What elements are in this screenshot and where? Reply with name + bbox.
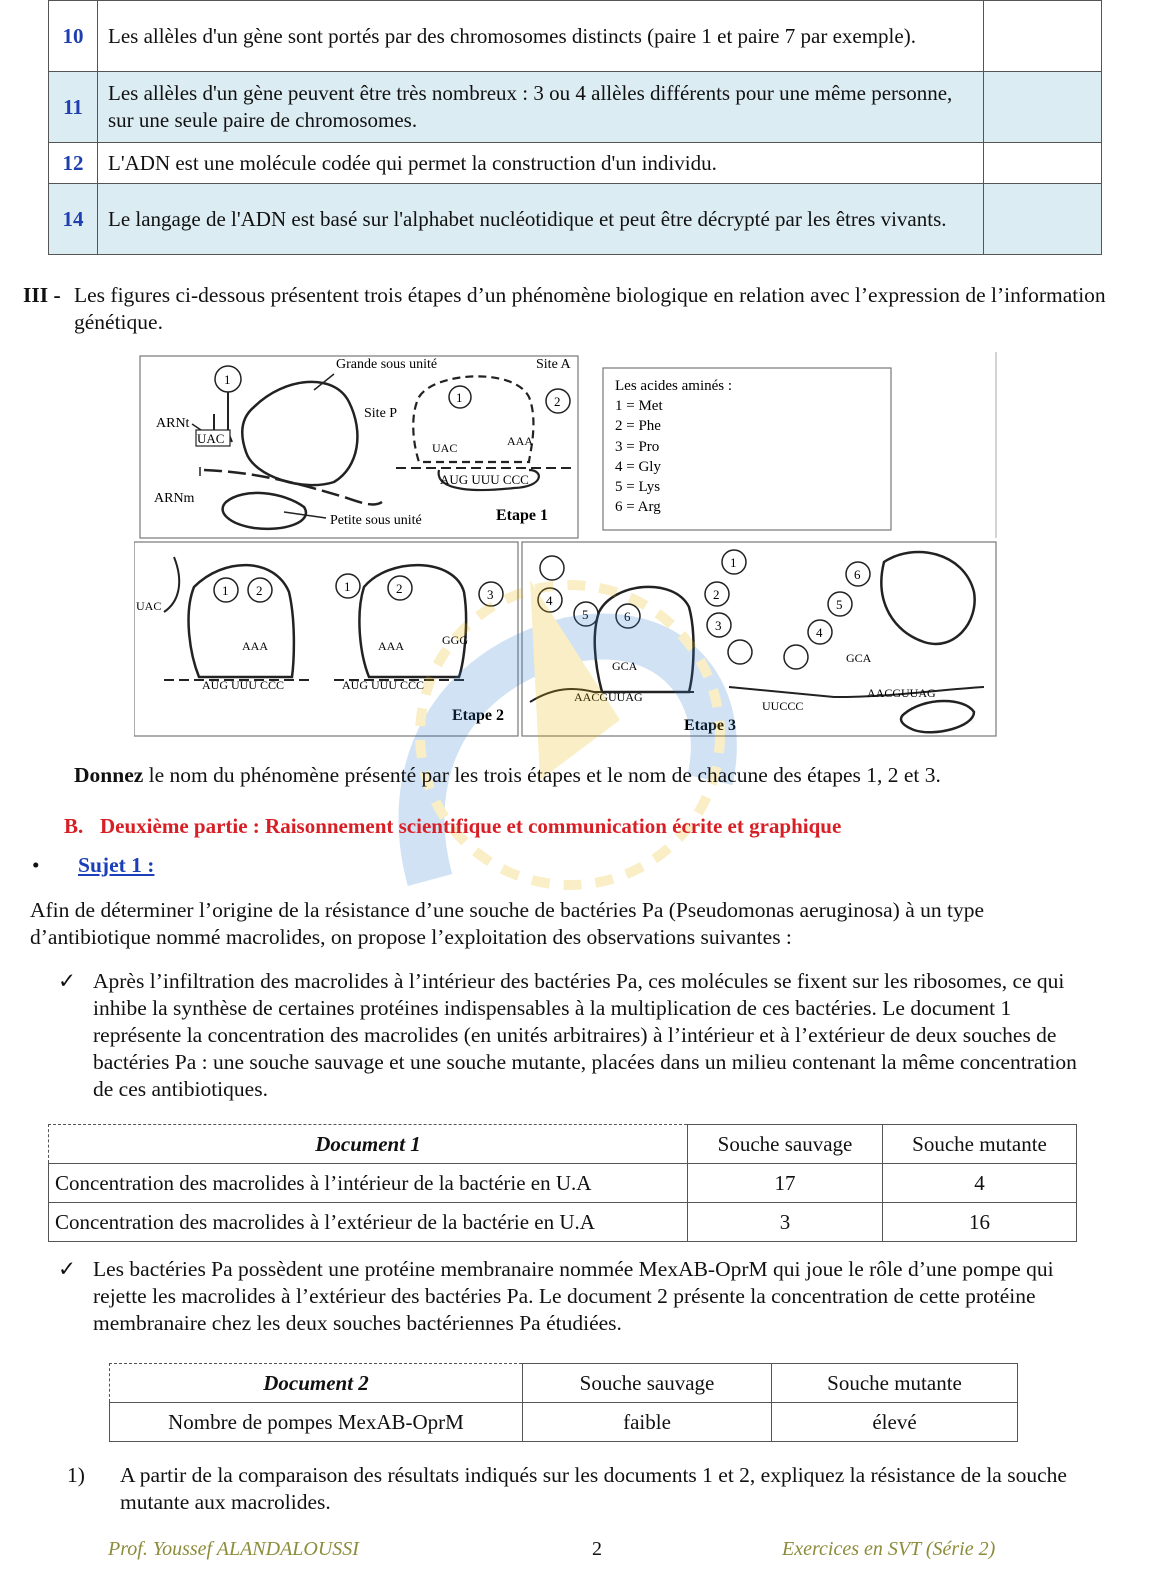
arnt-label: ARNt [156,416,190,431]
svg-text:4: 4 [816,625,823,640]
svg-text:2: 2 [256,583,263,598]
value-cell: faible [523,1403,772,1442]
svg-text:4 = Gly: 4 = Gly [615,459,661,475]
svg-text:3 = Pro: 3 = Pro [615,439,660,455]
site-a-label: Site A [536,357,571,372]
doc1-title: Document 1 [49,1125,688,1164]
codons-label: AUG UUU CCC [440,472,529,487]
document-1-table [48,1124,1077,1242]
svg-text:AACGUUAG: AACGUUAG [574,690,643,704]
svg-text:5 = Lys: 5 = Lys [615,479,661,495]
watermark-logo [290,520,850,950]
svg-text:4: 4 [546,593,553,608]
table-row [49,1203,1077,1242]
table-row [49,1,1102,72]
answer-cell[interactable] [984,143,1102,184]
row-label: Nombre de pompes MexAB-OprM [110,1403,523,1442]
site-p-label: Site P [364,406,398,421]
anticodon-label: UAC [197,431,225,446]
check-icon: ✓ [58,1257,77,1281]
question-number: 1) [67,1463,85,1487]
svg-text:AACGUUAG: AACGUUAG [867,686,936,700]
row-number: 10 [49,1,98,72]
svg-text:GCA: GCA [612,659,638,673]
question-phenomenon: Donnez le nom du phénomène présenté par les trois étapes et le nom de chacune des étapes 1, 2 et 3. [74,763,941,787]
part-b-title: Deuxième partie : Raisonnement scientifique et communication écrite et graphique [100,814,842,838]
svg-text:2 = Phe: 2 = Phe [615,418,661,434]
svg-text:1: 1 [730,555,737,570]
document-2-table [109,1363,1018,1442]
section-text: Les figures ci-dessous présentent trois étapes d’un phénomène biologique en relation avec l’expression de l’information génétique. [74,283,1106,334]
svg-text:AAA: AAA [507,434,533,448]
svg-text:UAC: UAC [136,599,162,613]
doc1-col-header: Souche sauvage [688,1125,883,1164]
etape3-label: Etape 3 [684,717,736,734]
svg-text:1: 1 [344,579,351,594]
svg-text:2: 2 [713,587,720,602]
svg-text:AUG UUU CCC: AUG UUU CCC [342,678,425,692]
value-cell: 3 [688,1203,883,1242]
value-cell: élevé [772,1403,1018,1442]
statement-text: Les allèles d'un gène sont portés par des chromosomes distincts (paire 1 et paire 7 par exemple). [98,1,984,72]
svg-text:2: 2 [396,581,403,596]
statement-text: Les allèles d'un gène peuvent être très nombreux : 3 ou 4 allèles différents pour une même personne, sur une seule paire de chromosomes. [98,72,984,143]
statements-table [48,0,1102,255]
svg-text:AAA: AAA [378,639,404,653]
observation-1: Après l’infiltration des macrolides à l’intérieur des bactéries Pa, ces molécules se fixent sur les ribosomes, ce qui inhibe la synthèse de certaines protéines indispensables à la multiplication de ces bactéries. Le document 1 représente la concentration des macrolides (en unités arbitraires) à l’intérieur et à l’extérieur de deux souches de bactéries Pa : une souche sauvage et une souche mutante, placées dans un milieu contenant la même concentration de ces antibiotiques. [93,969,1077,1101]
part-b-label: B. [64,814,84,838]
value-cell: 4 [883,1164,1077,1203]
svg-text:3: 3 [715,618,722,633]
arnm-label: ARNm [154,491,195,506]
footer-series: Exercices en SVT (Série 2) [782,1538,996,1560]
doc2-col-header: Souche sauvage [523,1364,772,1403]
doc2-title: Document 2 [110,1364,523,1403]
footer-author: Prof. Youssef ALANDALOUSSI [108,1538,359,1560]
svg-text:3: 3 [487,587,494,602]
table-row [49,184,1102,255]
svg-text:6: 6 [624,609,631,624]
row-number: 11 [49,72,98,143]
answer-cell[interactable] [984,1,1102,72]
footer-page-number: 2 [592,1538,602,1560]
svg-text:AAA: AAA [242,639,268,653]
value-cell: 17 [688,1164,883,1203]
question-text: A partir de la comparaison des résultats indiqués sur les documents 1 et 2, expliquez la résistance de la souche mutante aux macrolides. [120,1463,1067,1514]
table-row [49,143,1102,184]
svg-text:5: 5 [582,607,589,622]
statement-text: Le langage de l'ADN est basé sur l'alphabet nucléotidique et peut être décrypté par les êtres vivants. [98,184,984,255]
svg-text:1: 1 [456,390,463,405]
row-label: Concentration des macrolides à l’intérieur de la bactérie en U.A [49,1164,688,1203]
large-subunit [242,382,357,485]
svg-text:GGG: GGG [442,633,468,647]
row-label: Concentration des macrolides à l’extérieur de la bactérie en U.A [49,1203,688,1242]
statement-text: L'ADN est une molécule codée qui permet la construction d'un individu. [98,143,984,184]
answer-cell[interactable] [984,72,1102,143]
answer-cell[interactable] [984,184,1102,255]
sujet-title: Sujet 1 : [78,853,155,877]
svg-text:1 = Met: 1 = Met [615,398,663,414]
svg-text:5: 5 [836,597,843,612]
large-subunit-label: Grande sous unité [336,357,438,372]
table-row [49,1164,1077,1203]
svg-text:1: 1 [222,583,229,598]
doc2-col-header: Souche mutante [772,1364,1018,1403]
intro-text: Afin de déterminer l’origine de la résistance d’une souche de bactéries Pa (Pseudomonas aeruginosa) à un type d’antibiotique nommé macrolides, on propose l’exploitation des observations suivantes : [30,898,985,949]
value-cell: 16 [883,1203,1077,1242]
etape1-label: Etape 1 [496,507,548,524]
table-row [110,1403,1018,1442]
row-number: 12 [49,143,98,184]
section-label: III - [23,283,61,307]
svg-text:GCA: GCA [846,651,872,665]
svg-text:AUG UUU CCC: AUG UUU CCC [202,678,285,692]
svg-text:1: 1 [224,372,231,387]
small-subunit-label: Petite sous unité [330,513,422,528]
svg-text:6 = Arg: 6 = Arg [615,499,661,515]
observation-2: Les bactéries Pa possèdent une protéine membranaire nommée MexAB-OprM qui joue le rôle d’une pompe qui rejette les macrolides à l’extérieur des bactéries Pa. Le document 2 présente la concentration de cette protéine membranaire chez les deux souches bactériennes Pa étudiées. [93,1257,1054,1335]
row-number: 14 [49,184,98,255]
svg-text:2: 2 [554,394,561,409]
table-row [49,72,1102,143]
svg-text:UUCCC: UUCCC [762,699,804,713]
sujet-bullet: • [32,853,40,877]
etape2-label: Etape 2 [452,707,504,724]
check-icon: ✓ [58,969,77,993]
svg-text:UAC: UAC [432,441,458,455]
doc1-col-header: Souche mutante [883,1125,1077,1164]
legend-title: Les acides aminés : [615,378,733,394]
svg-text:6: 6 [854,567,861,582]
